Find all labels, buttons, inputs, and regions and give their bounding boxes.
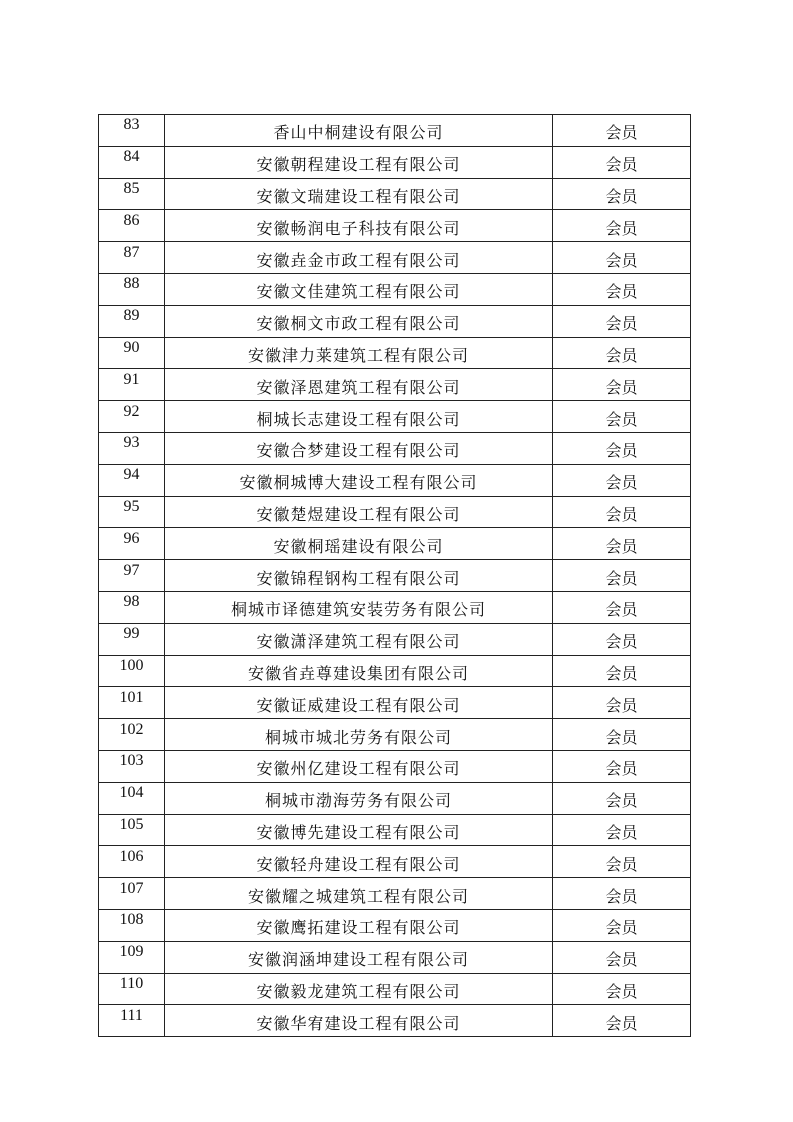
company-name: 安徽潇泽建筑工程有限公司 [256,632,461,652]
row-number-cell [99,334,165,366]
table-row [99,210,691,242]
table-row [99,305,691,337]
company-name-cell [165,242,553,274]
row-number: 109 [119,943,144,961]
table-row [99,146,691,178]
membership-type-cell [553,146,691,178]
company-name: 桐城市译德建筑安装劳务有限公司 [230,600,486,620]
row-number: 110 [119,974,144,992]
membership-type-cell [553,1005,691,1037]
table-row [99,719,691,751]
row-number-cell [99,588,165,620]
row-number-cell [99,366,165,398]
company-name: 安徽证威建设工程有限公司 [256,695,461,715]
row-number: 107 [119,879,144,897]
membership-type-cell [553,719,691,751]
row-number: 103 [119,752,144,770]
row-number: 84 [123,148,140,166]
row-number: 88 [123,275,140,293]
membership-type: 会员 [605,854,638,874]
company-name: 安徽润涵坤建设工程有限公司 [247,950,469,970]
membership-type: 会员 [605,441,638,461]
member-table [98,114,691,1037]
company-name: 安徽文佳建筑工程有限公司 [256,282,461,302]
company-name-cell [165,750,553,782]
company-name-cell [165,432,553,464]
row-number: 90 [123,338,140,356]
table-row [99,115,691,147]
table-row [99,273,691,305]
membership-type-cell [553,878,691,910]
company-name-cell [165,528,553,560]
membership-type: 会员 [605,822,638,842]
row-number: 94 [123,466,140,484]
company-name-cell [165,464,553,496]
table-row [99,337,691,369]
company-name-cell [165,909,553,941]
row-number: 111 [120,1006,143,1024]
company-name-cell [165,973,553,1005]
company-name: 安徽津力莱建筑工程有限公司 [247,345,469,365]
row-number-cell [99,143,165,175]
row-number-cell [99,461,165,493]
member-table-body [99,115,691,1037]
company-name-cell [165,941,553,973]
company-name-cell [165,560,553,592]
row-number-cell [99,398,165,430]
row-number: 108 [119,911,144,929]
company-name: 安徽州亿建设工程有限公司 [256,759,461,779]
membership-type: 会员 [605,1013,638,1033]
row-number: 99 [123,625,140,643]
row-number-cell [99,970,165,1002]
membership-type: 会员 [605,250,638,270]
table-row [99,814,691,846]
membership-type-cell [553,782,691,814]
row-number-cell [99,652,165,684]
row-number-cell [99,938,165,970]
membership-type-cell [553,242,691,274]
membership-type-cell [553,115,691,147]
table-row [99,528,691,560]
table-row [99,623,691,655]
company-name: 安徽省垚尊建设集团有限公司 [247,663,469,683]
row-number: 98 [123,593,140,611]
company-name-cell [165,846,553,878]
membership-type: 会员 [605,791,638,811]
row-number-cell [99,684,165,716]
row-number: 96 [123,529,140,547]
membership-type: 会员 [605,314,638,334]
company-name: 安徽桐瑶建设有限公司 [273,536,444,556]
table-row [99,242,691,274]
membership-type-cell [553,909,691,941]
row-number-cell [99,525,165,557]
table-row [99,655,691,687]
membership-type-cell [553,305,691,337]
company-name-cell [165,1005,553,1037]
company-name-cell [165,178,553,210]
table-row [99,1005,691,1037]
company-name: 安徽耀之城建筑工程有限公司 [247,886,469,906]
membership-type-cell [553,560,691,592]
membership-type: 会员 [605,123,638,143]
membership-type-cell [553,750,691,782]
membership-type: 会员 [605,727,638,747]
table-row [99,973,691,1005]
table-row [99,782,691,814]
company-name-cell [165,782,553,814]
row-number-cell [99,843,165,875]
row-number: 105 [119,815,144,833]
company-name: 安徽华宥建设工程有限公司 [256,1013,461,1033]
row-number-cell [99,1002,165,1034]
company-name: 安徽文瑞建设工程有限公司 [256,186,461,206]
membership-type-cell [553,401,691,433]
membership-type: 会员 [605,663,638,683]
company-name: 安徽锦程钢构工程有限公司 [256,568,461,588]
membership-type: 会员 [605,504,638,524]
membership-type-cell [553,687,691,719]
row-number: 104 [119,784,144,802]
membership-type: 会员 [605,218,638,238]
company-name-cell [165,401,553,433]
membership-type-cell [553,623,691,655]
row-number: 89 [123,307,140,325]
membership-type-cell [553,591,691,623]
membership-type-cell [553,814,691,846]
row-number: 91 [123,370,140,388]
row-number-cell [99,429,165,461]
table-row [99,909,691,941]
membership-type: 会员 [605,600,638,620]
membership-type-cell [553,464,691,496]
table-row [99,941,691,973]
row-number-cell [99,207,165,239]
company-name-cell [165,496,553,528]
membership-type-cell [553,973,691,1005]
membership-type-cell [553,655,691,687]
company-name-cell [165,210,553,242]
membership-type: 会员 [605,282,638,302]
table-row [99,878,691,910]
membership-type: 会员 [605,886,638,906]
company-name: 安徽轻舟建设工程有限公司 [256,854,461,874]
row-number: 97 [123,561,140,579]
membership-type-cell [553,210,691,242]
company-name: 安徽博先建设工程有限公司 [256,822,461,842]
membership-type-cell [553,528,691,560]
row-number: 87 [123,243,140,261]
company-name-cell [165,305,553,337]
company-name: 安徽桐文市政工程有限公司 [256,314,461,334]
row-number-cell [99,175,165,207]
company-name: 香山中桐建设有限公司 [273,123,444,143]
company-name: 安徽垚金市政工程有限公司 [256,250,461,270]
table-row [99,750,691,782]
company-name: 桐城长志建设工程有限公司 [256,409,461,429]
membership-type-cell [553,941,691,973]
row-number-cell [99,302,165,334]
row-number-cell [99,493,165,525]
membership-type: 会员 [605,981,638,1001]
membership-type: 会员 [605,695,638,715]
membership-type: 会员 [605,536,638,556]
membership-type: 会员 [605,377,638,397]
row-number: 85 [123,179,140,197]
membership-type: 会员 [605,409,638,429]
company-name: 安徽朝程建设工程有限公司 [256,155,461,175]
membership-type: 会员 [605,632,638,652]
row-number: 101 [119,688,144,706]
company-name: 安徽泽恩建筑工程有限公司 [256,377,461,397]
table-row [99,464,691,496]
row-number-cell [99,557,165,589]
company-name: 安徽楚煜建设工程有限公司 [256,504,461,524]
company-name: 安徽鹰拓建设工程有限公司 [256,918,461,938]
company-name-cell [165,623,553,655]
row-number: 83 [123,116,140,134]
row-number-cell [99,716,165,748]
row-number-cell [99,270,165,302]
row-number: 102 [119,720,144,738]
row-number: 95 [123,497,140,515]
company-name-cell [165,878,553,910]
company-name-cell [165,337,553,369]
row-number-cell [99,906,165,938]
row-number-cell [99,811,165,843]
membership-type: 会员 [605,568,638,588]
table-row [99,687,691,719]
row-number-cell [99,875,165,907]
company-name: 桐城市渤海劳务有限公司 [264,791,452,811]
membership-type-cell [553,846,691,878]
company-name-cell [165,369,553,401]
row-number-cell [99,239,165,271]
row-number-cell [99,747,165,779]
table-row [99,369,691,401]
company-name-cell [165,719,553,751]
company-name-cell [165,146,553,178]
table-row [99,846,691,878]
membership-type: 会员 [605,950,638,970]
table-row [99,560,691,592]
company-name: 安徽合梦建设工程有限公司 [256,441,461,461]
row-number: 86 [123,211,140,229]
row-number: 106 [119,847,144,865]
row-number-cell [99,620,165,652]
membership-type-cell [553,273,691,305]
row-number-cell [99,112,165,144]
membership-type-cell [553,432,691,464]
row-number-cell [99,779,165,811]
table-row [99,496,691,528]
membership-type: 会员 [605,918,638,938]
table-row [99,401,691,433]
membership-type-cell [553,369,691,401]
membership-type: 会员 [605,155,638,175]
membership-type: 会员 [605,473,638,493]
table-row [99,432,691,464]
row-number: 100 [119,656,144,674]
membership-type-cell [553,496,691,528]
company-name-cell [165,273,553,305]
company-name: 安徽桐城博大建设工程有限公司 [239,473,478,493]
membership-type-cell [553,178,691,210]
company-name-cell [165,115,553,147]
membership-type: 会员 [605,186,638,206]
company-name-cell [165,655,553,687]
company-name: 桐城市城北劳务有限公司 [264,727,452,747]
membership-type: 会员 [605,759,638,779]
table-row [99,591,691,623]
company-name: 安徽畅润电子科技有限公司 [256,218,461,238]
table-row [99,178,691,210]
company-name-cell [165,814,553,846]
company-name: 安徽毅龙建筑工程有限公司 [256,981,461,1001]
row-number: 92 [123,402,140,420]
membership-type-cell [553,337,691,369]
membership-type: 会员 [605,345,638,365]
company-name-cell [165,591,553,623]
company-name-cell [165,687,553,719]
row-number: 93 [123,434,140,452]
